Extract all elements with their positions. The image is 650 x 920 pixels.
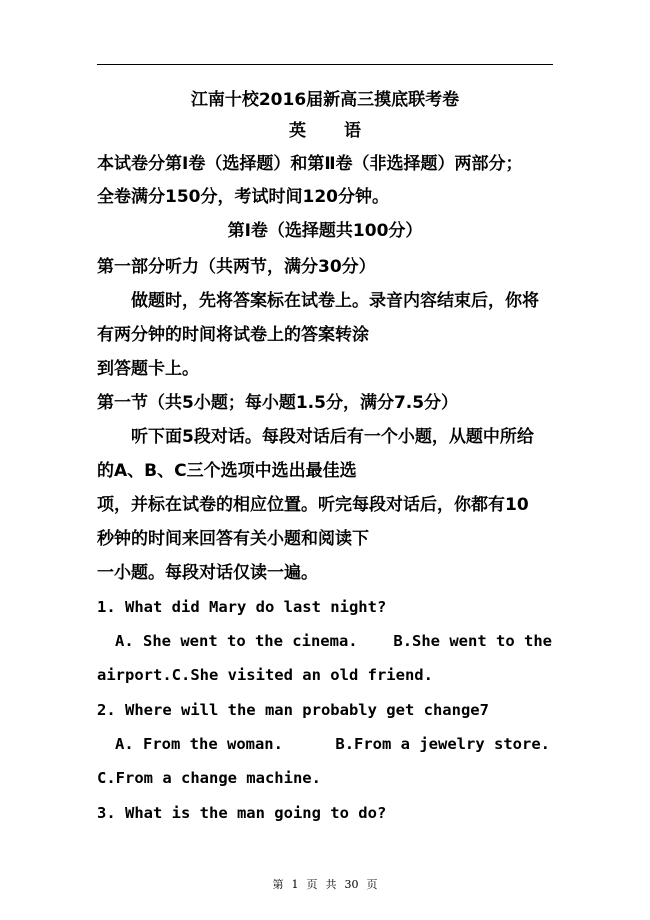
footer-label-ye-2: 页 [366, 878, 378, 891]
page-footer [0, 878, 650, 892]
intro-line-1: 本试卷分第Ⅰ卷（选择题）和第Ⅱ卷（非选择题）两部分； [97, 154, 523, 174]
footer-total-pages: 30 [344, 878, 359, 891]
exam-title: 江南十校2016届新高三摸底联考卷 [190, 90, 460, 110]
footer-page-number: 1 [291, 878, 299, 891]
header-rule [97, 64, 553, 65]
footer-label-di: 第 [272, 878, 284, 891]
subsection1-heading: 第一节（共5小题；每小题1.5分，满分7.5分） [97, 393, 459, 413]
question-2-options [115, 733, 550, 755]
question-1-option-b: B.She went to the [393, 632, 552, 650]
footer-label-ye: 页 [306, 878, 318, 891]
question-2-option-a: A. From the woman. [115, 735, 283, 753]
question-1-option-a: A. She went to the cinema. [115, 632, 358, 650]
intro-line-2: 全卷满分150分，考试时间120分钟。 [97, 187, 389, 207]
question-3-stem: 3. What is the man going to do? [97, 804, 387, 822]
instruction-line-1: 做题时，先将答案标在试卷上。录音内容结束后，你将 [131, 291, 539, 311]
subject-heading [0, 120, 650, 142]
subsection1-line-2: 的A、B、C三个选项中选出最佳选 [97, 461, 357, 481]
instruction-line-3: 到答题卡上。 [97, 359, 199, 379]
section1-heading: 第一部分听力（共两节，满分30分） [97, 257, 376, 277]
subsection1-line-3: 项，并标在试卷的相应位置。听完每段对话后，你都有10 [97, 495, 529, 515]
question-1-options [115, 630, 552, 652]
subject-char-2: 语 [344, 121, 361, 141]
question-1-stem: 1. What did Mary do last night? [97, 598, 387, 616]
question-1-continuation: airport.C.She visited an old friend. [97, 666, 433, 684]
subsection1-line-1: 听下面5段对话。每段对话后有一个小题，从题中所给 [131, 427, 534, 447]
part1-heading: 第Ⅰ卷（选择题共100分） [227, 221, 423, 241]
subsection1-line-5: 一小题。每段对话仅读一遍。 [97, 563, 318, 583]
instruction-line-2: 有两分钟的时间将试卷上的答案转涂 [97, 325, 369, 345]
question-2-continuation: C.From a change machine. [97, 769, 321, 787]
footer-label-gong: 共 [325, 878, 337, 891]
subject-char-1: 英 [289, 121, 306, 141]
question-2-option-b: B.From a jewelry store. [335, 735, 550, 753]
question-2-stem: 2. Where will the man probably get change7 [97, 701, 489, 719]
subsection1-line-4: 秒钟的时间来回答有关小题和阅读下 [97, 529, 369, 549]
